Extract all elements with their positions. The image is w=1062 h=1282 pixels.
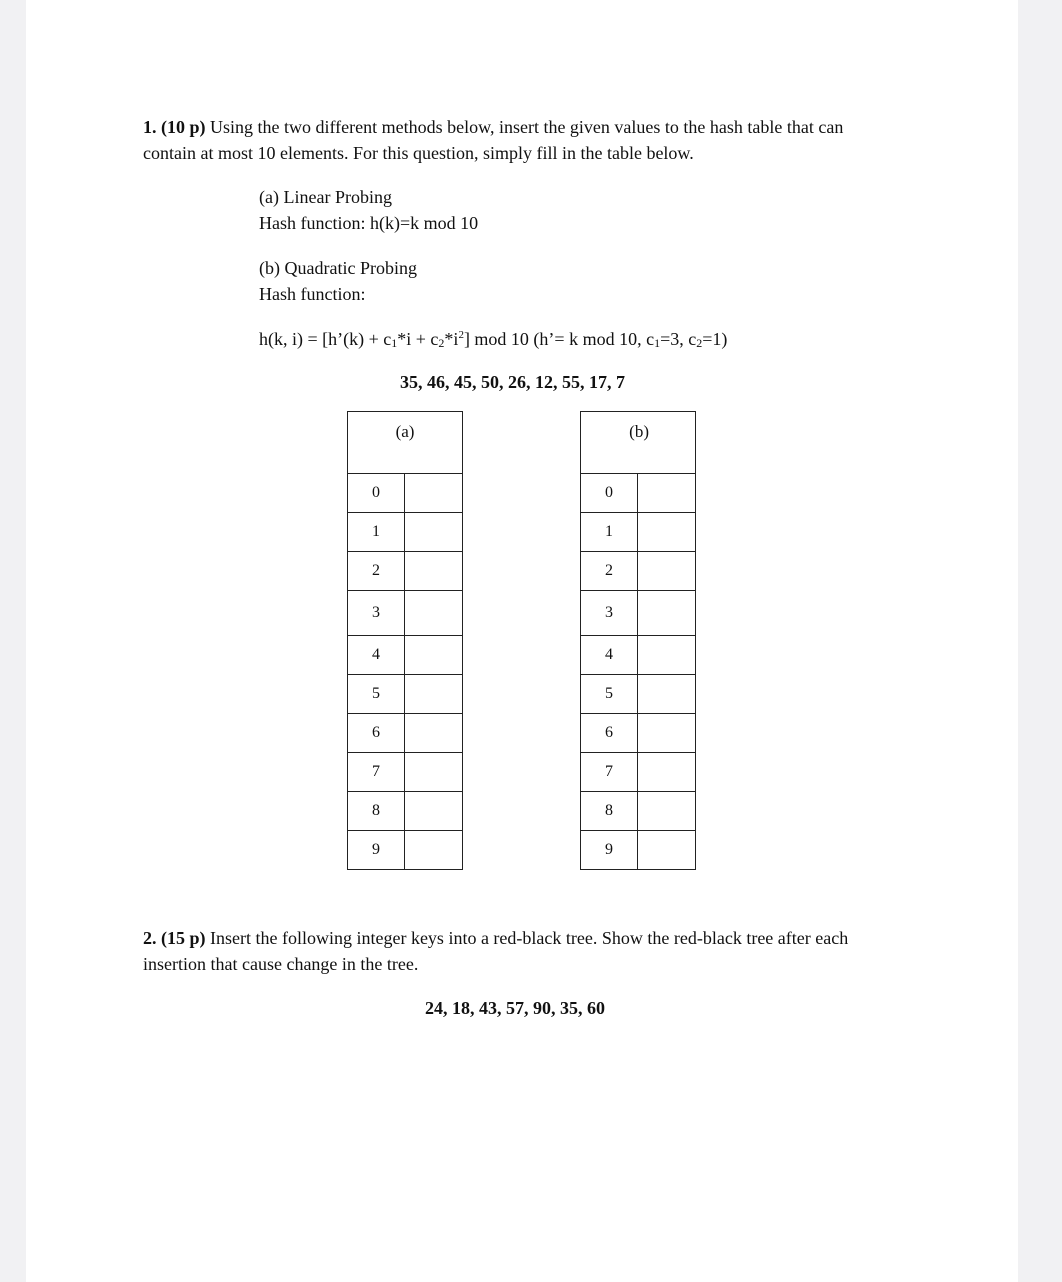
table-a-slot[interactable] xyxy=(405,591,463,636)
method-b-hash-label: Hash function: xyxy=(259,284,366,304)
table-a-index: 3 xyxy=(348,591,405,636)
q2-number: 2. xyxy=(143,928,157,948)
method-b-formula xyxy=(259,326,727,352)
table-a-index: 5 xyxy=(348,675,405,714)
q2-values: 24, 18, 43, 57, 90, 35, 60 xyxy=(425,998,605,1018)
table-a-slot[interactable] xyxy=(405,792,463,831)
table-a-index: 2 xyxy=(348,552,405,591)
table-a-header: (a) xyxy=(348,412,463,474)
table-b-slot[interactable] xyxy=(638,636,696,675)
table-b-index: 0 xyxy=(581,474,638,513)
formula-part6: =1) xyxy=(702,329,728,349)
method-a-hash: Hash function: h(k)=k mod 10 xyxy=(259,213,479,233)
table-a-index: 8 xyxy=(348,792,405,831)
table-a-slot[interactable] xyxy=(405,675,463,714)
table-b-header: (b) xyxy=(581,412,696,474)
table-a-slot[interactable] xyxy=(405,714,463,753)
table-b-slot[interactable] xyxy=(638,513,696,552)
method-b-title: (b) Quadratic Probing xyxy=(259,258,417,278)
table-a-slot[interactable] xyxy=(405,513,463,552)
q1-values: 35, 46, 45, 50, 26, 12, 55, 17, 7 xyxy=(400,372,625,392)
table-b-slot[interactable] xyxy=(638,474,696,513)
formula-sub2: 2 xyxy=(438,336,445,350)
formula-part1: h(k, i) = [h’(k) + c xyxy=(259,329,392,349)
formula-sub4: 2 xyxy=(696,336,703,350)
table-a-slot[interactable] xyxy=(405,831,463,870)
table-a-index: 7 xyxy=(348,753,405,792)
q2-text-line2: insertion that cause change in the tree. xyxy=(143,954,419,974)
table-b-index: 6 xyxy=(581,714,638,753)
table-a-index: 9 xyxy=(348,831,405,870)
q1-points: (10 p) xyxy=(161,117,206,137)
q1-line1 xyxy=(143,114,843,140)
table-b-slot[interactable] xyxy=(638,792,696,831)
table-b-index: 8 xyxy=(581,792,638,831)
formula-sup: 2 xyxy=(458,329,464,341)
table-b-index: 2 xyxy=(581,552,638,591)
table-b-index: 9 xyxy=(581,831,638,870)
formula-part2: *i + c xyxy=(397,329,439,349)
table-a-index: 6 xyxy=(348,714,405,753)
formula-part5: =3, c xyxy=(660,329,697,349)
document-page xyxy=(26,0,1018,1282)
formula-part4: ] mod 10 (h’= k mod 10, c xyxy=(463,329,655,349)
table-a-slot[interactable] xyxy=(405,474,463,513)
table-b-index: 7 xyxy=(581,753,638,792)
formula-sub3: 1 xyxy=(654,336,661,350)
table-b-index: 1 xyxy=(581,513,638,552)
table-a-slot[interactable] xyxy=(405,636,463,675)
table-a-index: 4 xyxy=(348,636,405,675)
table-b-slot[interactable] xyxy=(638,753,696,792)
table-b-index: 5 xyxy=(581,675,638,714)
method-a-title: (a) Linear Probing xyxy=(259,187,392,207)
table-b-slot[interactable] xyxy=(638,552,696,591)
table-a-index: 0 xyxy=(348,474,405,513)
q1-number: 1. xyxy=(143,117,157,137)
table-b-slot[interactable] xyxy=(638,675,696,714)
q2-line1 xyxy=(143,925,848,951)
hash-table-b xyxy=(580,411,696,870)
table-a-slot[interactable] xyxy=(405,552,463,591)
table-b-index: 4 xyxy=(581,636,638,675)
hash-table-a xyxy=(347,411,463,870)
q1-text-line2: contain at most 10 elements. For this question, simply fill in the table below. xyxy=(143,143,694,163)
q2-points: (15 p) xyxy=(161,928,206,948)
table-a-slot[interactable] xyxy=(405,753,463,792)
table-b-slot[interactable] xyxy=(638,714,696,753)
table-b-slot[interactable] xyxy=(638,591,696,636)
table-a-index: 1 xyxy=(348,513,405,552)
q1-text-line1: Using the two different methods below, insert the given values to the hash table that can xyxy=(210,117,844,137)
formula-part3: *i xyxy=(444,329,459,349)
formula-sub1: 1 xyxy=(391,336,398,350)
table-b-index: 3 xyxy=(581,591,638,636)
table-b-slot[interactable] xyxy=(638,831,696,870)
q2-text-line1: Insert the following integer keys into a red-black tree. Show the red-black tree after each xyxy=(210,928,849,948)
